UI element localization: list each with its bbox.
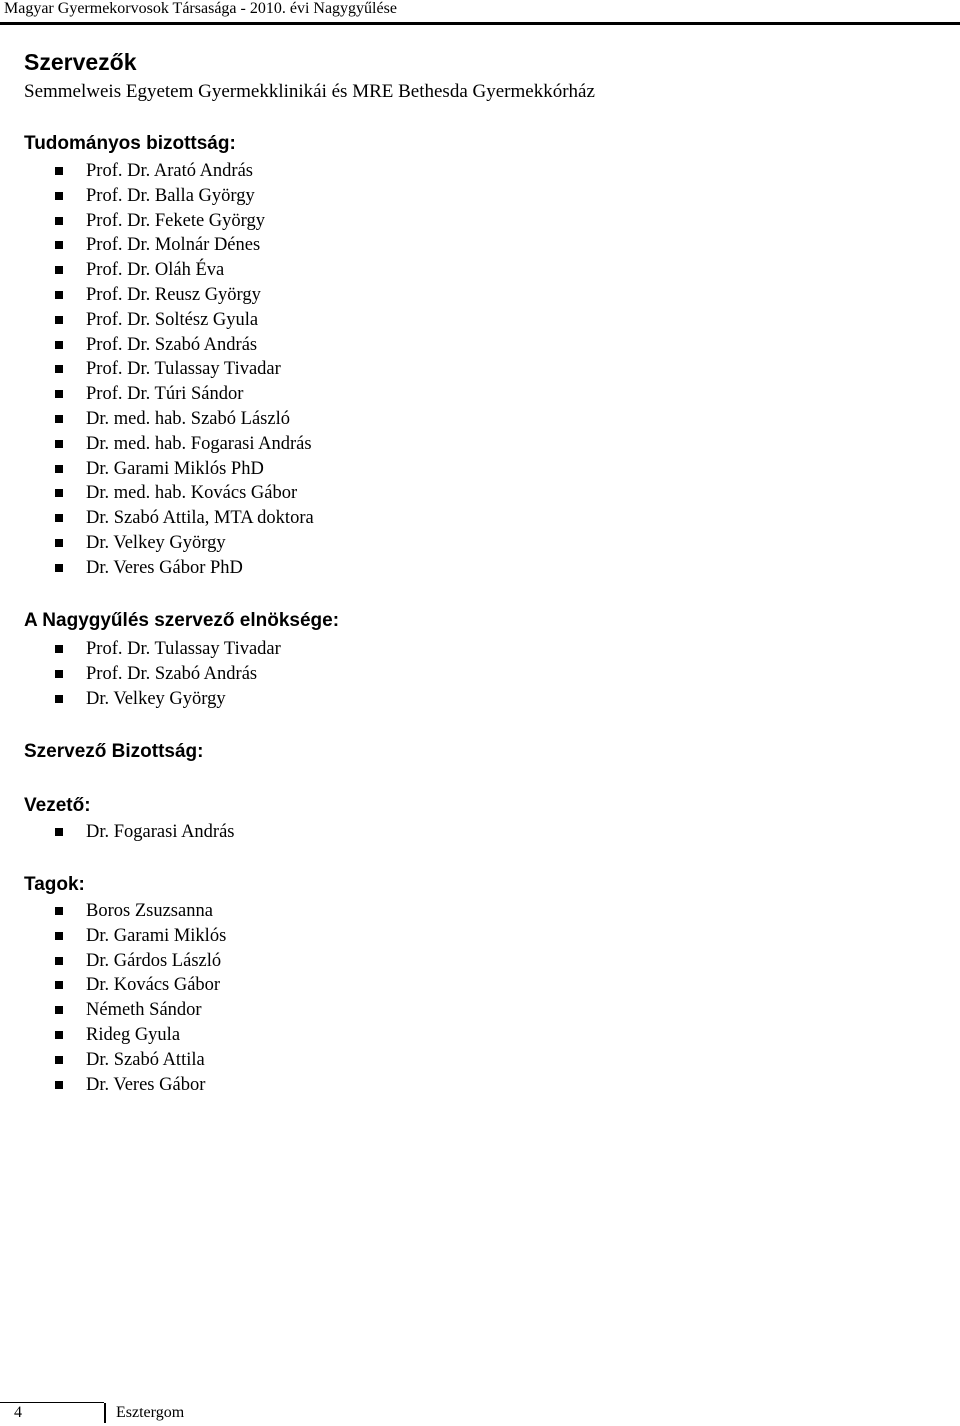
footer-divider <box>104 1403 106 1423</box>
list-item-text: Dr. Szabó Attila <box>86 1049 205 1070</box>
square-bullet-icon <box>55 1031 63 1039</box>
presidency-heading: A Nagygyűlés szervező elnöksége: <box>24 610 340 631</box>
list-item-text: Dr. med. hab. Szabó László <box>86 408 290 429</box>
square-bullet-icon <box>55 539 63 547</box>
list-item <box>24 159 314 184</box>
square-bullet-icon <box>55 564 63 572</box>
list-item-text: Dr. Veres Gábor <box>86 1074 206 1095</box>
square-bullet-icon <box>55 390 63 398</box>
square-bullet-icon <box>55 341 63 349</box>
list-item-text: Dr. Garami Miklós PhD <box>86 458 264 479</box>
square-bullet-icon <box>55 828 63 836</box>
list-item-text: Boros Zsuzsanna <box>86 901 213 921</box>
list-item-text: Prof. Dr. Soltész Gyula <box>86 309 259 330</box>
square-bullet-icon <box>55 465 63 473</box>
list-item <box>24 637 281 662</box>
square-bullet-icon <box>55 192 63 200</box>
list-item-text: Prof. Dr. Túri Sándor <box>86 384 244 405</box>
list-item <box>24 184 314 209</box>
list-item-text: Prof. Dr. Szabó András <box>86 663 258 684</box>
list-item <box>24 1048 226 1073</box>
list-item <box>24 407 314 432</box>
presidency-list <box>24 637 281 711</box>
page-footer <box>0 1400 960 1426</box>
list-item-text: Prof. Dr. Tulassay Tivadar <box>86 359 281 380</box>
list-item <box>24 481 314 506</box>
list-item <box>24 308 314 333</box>
list-item-text: Rideg Gyula <box>86 1024 181 1045</box>
list-item-text: Prof. Dr. Fekete György <box>86 210 265 231</box>
members-list <box>24 899 226 1097</box>
list-item-text: Dr. Velkey György <box>86 532 226 553</box>
list-item <box>24 556 314 581</box>
square-bullet-icon <box>55 440 63 448</box>
page-title: Szervezők <box>24 49 137 75</box>
square-bullet-icon <box>55 489 63 497</box>
list-item <box>24 1073 226 1098</box>
square-bullet-icon <box>55 1081 63 1089</box>
list-item-text: Dr. Kovács Gábor <box>86 975 221 996</box>
list-item <box>24 687 281 712</box>
square-bullet-icon <box>55 981 63 989</box>
square-bullet-icon <box>55 167 63 175</box>
list-item-text: Dr. Veres Gábor PhD <box>86 557 243 578</box>
list-item <box>24 949 226 974</box>
square-bullet-icon <box>55 217 63 225</box>
running-header <box>0 0 960 22</box>
footer-place: Esztergom <box>116 1404 185 1421</box>
list-item-text: Prof. Dr. Molnár Dénes <box>86 235 261 256</box>
list-item <box>24 209 314 234</box>
square-bullet-icon <box>55 907 63 915</box>
leader-heading: Vezető: <box>24 795 91 816</box>
organizers-institutions: Semmelweis Egyetem Gyermekklinikái és MRE Bethesda Gyermekkórház <box>24 81 595 102</box>
page-number: 4 <box>14 1404 22 1421</box>
list-item-text: Dr. med. hab. Fogarasi András <box>86 433 312 454</box>
list-item-text: Prof. Dr. Szabó András <box>86 334 258 355</box>
list-item-text: Prof. Dr. Oláh Éva <box>86 260 225 281</box>
list-item <box>24 973 226 998</box>
list-item <box>24 998 226 1023</box>
list-item <box>24 662 281 687</box>
square-bullet-icon <box>55 695 63 703</box>
list-item <box>24 899 226 924</box>
list-item <box>24 283 314 308</box>
footer-rule <box>0 1402 104 1403</box>
list-item <box>24 333 314 358</box>
scientific-committee-list <box>24 159 314 581</box>
list-item <box>24 382 314 407</box>
list-item <box>24 432 314 457</box>
list-item <box>24 924 226 949</box>
list-item-text: Prof. Dr. Balla György <box>86 185 255 206</box>
list-item <box>24 506 314 531</box>
list-item <box>24 1023 226 1048</box>
list-item-text: Dr. Szabó Attila, MTA doktora <box>86 508 314 529</box>
organizing-committee-heading: Szervező Bizottság: <box>24 741 204 762</box>
list-item-text: Prof. Dr. Reusz György <box>86 284 261 305</box>
header-rule <box>0 22 960 25</box>
square-bullet-icon <box>55 316 63 324</box>
list-item <box>24 457 314 482</box>
list-item <box>24 357 314 382</box>
members-heading: Tagok: <box>24 874 85 895</box>
square-bullet-icon <box>55 365 63 373</box>
square-bullet-icon <box>55 241 63 249</box>
square-bullet-icon <box>55 957 63 965</box>
square-bullet-icon <box>55 514 63 522</box>
list-item-text: Németh Sándor <box>86 1000 202 1021</box>
list-item-text: Prof. Dr. Tulassay Tivadar <box>86 639 281 659</box>
square-bullet-icon <box>55 645 63 653</box>
list-item-text: Prof. Dr. Arató András <box>86 161 253 181</box>
square-bullet-icon <box>55 1056 63 1064</box>
list-item <box>24 531 314 556</box>
list-item-text: Dr. Gárdos László <box>86 950 222 971</box>
square-bullet-icon <box>55 266 63 274</box>
list-item <box>24 258 314 283</box>
list-item <box>24 820 235 845</box>
scientific-committee-heading: Tudományos bizottság: <box>24 133 236 154</box>
square-bullet-icon <box>55 291 63 299</box>
square-bullet-icon <box>55 670 63 678</box>
square-bullet-icon <box>55 415 63 423</box>
square-bullet-icon <box>55 932 63 940</box>
running-title: Magyar Gyermekorvosok Társasága - 2010. évi Nagygyűlése <box>4 0 397 17</box>
square-bullet-icon <box>55 1006 63 1014</box>
list-item-text: Dr. Velkey György <box>86 688 226 709</box>
leader-list <box>24 820 235 845</box>
list-item <box>24 233 314 258</box>
list-item-text: Dr. med. hab. Kovács Gábor <box>86 483 298 504</box>
list-item-text: Dr. Garami Miklós <box>86 925 227 946</box>
list-item-text: Dr. Fogarasi András <box>86 822 235 842</box>
